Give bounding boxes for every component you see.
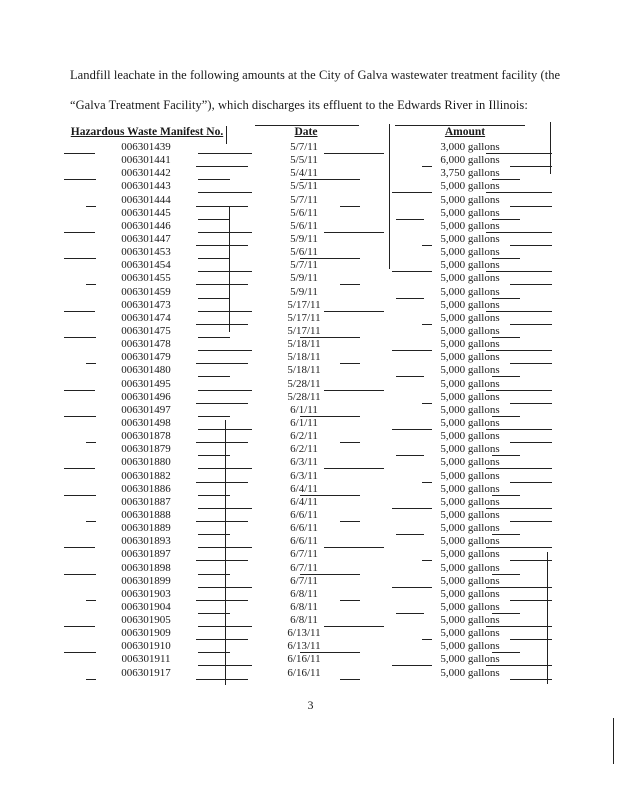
intro-text-line-2: “Galva Treatment Facility”), which discharges its effluent to the Edwards River in Illinois: [70,98,528,112]
header-amount: Amount [444,126,486,138]
date-cell: 6/13/11 [287,640,321,653]
manifest-number-cell: 006301495 [121,377,171,390]
table-row [0,653,621,666]
date-cell: 6/1/11 [290,416,318,429]
intro-text-line-1: Landfill leachate in the following amounts at the City of Galva wastewater treatment facility (the [70,68,561,82]
date-cell: 5/28/11 [287,377,321,390]
manifest-number-cell: 006301888 [121,508,171,521]
amount-cell: 5,000 gallons [440,508,500,521]
amount-cell: 5,000 gallons [440,324,500,337]
manifest-number-cell: 006301887 [121,495,171,508]
table-row [0,509,621,522]
table-row [0,614,621,627]
date-cell: 5/9/11 [290,272,318,285]
amount-cell: 5,000 gallons [440,377,500,390]
manifest-number-cell: 006301879 [121,443,171,456]
amount-cell: 5,000 gallons [440,338,500,351]
date-cell: 6/2/11 [290,443,318,456]
amount-cell: 6,000 gallons [440,154,500,167]
date-cell: 5/7/11 [290,259,318,272]
table-row [0,167,621,180]
date-cell: 5/6/11 [290,246,318,259]
table-row [0,627,621,640]
manifest-number-cell: 006301905 [121,614,171,627]
manifest-number-cell: 006301911 [121,653,171,666]
manifest-number-cell: 006301474 [121,311,171,324]
table-row [0,233,621,246]
manifest-number-cell: 006301898 [121,561,171,574]
table-row [0,548,621,561]
table-row [0,640,621,653]
table-row [0,286,621,299]
manifest-number-cell: 006301897 [121,548,171,561]
amount-cell: 5,000 gallons [440,206,500,219]
date-cell: 6/16/11 [287,653,321,666]
amount-cell: 5,000 gallons [440,351,500,364]
date-cell: 6/8/11 [290,587,318,600]
date-cell: 6/7/11 [290,548,318,561]
manifest-number-cell: 006301886 [121,482,171,495]
amount-cell: 5,000 gallons [440,430,500,443]
manifest-number-cell: 006301443 [121,180,171,193]
table-row [0,667,621,680]
table-rule [86,679,96,680]
table-row [0,325,621,338]
manifest-number-cell: 006301445 [121,206,171,219]
manifest-number-cell: 006301882 [121,469,171,482]
manifest-number-cell: 006301909 [121,627,171,640]
table-row [0,443,621,456]
date-cell: 5/5/11 [290,180,318,193]
amount-cell: 5,000 gallons [440,272,500,285]
table-row [0,272,621,285]
date-cell: 6/2/11 [290,430,318,443]
table-rule [395,125,525,126]
amount-cell: 5,000 gallons [440,522,500,535]
date-cell: 5/7/11 [290,141,318,153]
date-cell: 6/1/11 [290,403,318,416]
table-rule [340,679,360,680]
manifest-number-cell: 006301454 [121,259,171,272]
table-row [0,430,621,443]
table-rule [510,679,552,680]
manifest-number-cell: 006301441 [121,154,171,167]
table-row [0,194,621,207]
date-cell: 6/3/11 [290,469,318,482]
amount-cell: 3,000 gallons [440,141,500,153]
amount-cell: 5,000 gallons [440,627,500,640]
manifest-number-cell: 006301904 [121,600,171,613]
manifest-number-cell: 006301903 [121,587,171,600]
manifest-number-cell: 006301496 [121,390,171,403]
amount-cell: 5,000 gallons [440,561,500,574]
date-cell: 6/16/11 [287,666,321,679]
amount-cell: 5,000 gallons [440,246,500,259]
amount-cell: 5,000 gallons [440,495,500,508]
table-row [0,154,621,167]
table-row [0,535,621,548]
table-row [0,312,621,325]
date-cell: 6/3/11 [290,456,318,469]
table-row [0,338,621,351]
manifest-number-cell: 006301889 [121,522,171,535]
manifest-number-cell: 006301917 [121,666,171,679]
table-row [0,364,621,377]
manifest-number-cell: 006301479 [121,351,171,364]
table-row [0,588,621,601]
amount-cell: 5,000 gallons [440,614,500,627]
table-row [0,141,621,154]
manifest-number-cell: 006301439 [121,141,171,153]
date-cell: 6/6/11 [290,508,318,521]
date-cell: 6/7/11 [290,574,318,587]
manifest-number-cell: 006301453 [121,246,171,259]
manifest-number-cell: 006301478 [121,338,171,351]
amount-cell: 5,000 gallons [440,574,500,587]
manifest-number-cell: 006301447 [121,232,171,245]
amount-cell: 5,000 gallons [440,364,500,377]
date-cell: 5/6/11 [290,219,318,232]
manifest-number-cell: 006301459 [121,285,171,298]
amount-cell: 5,000 gallons [440,666,500,679]
manifest-number-cell: 006301446 [121,219,171,232]
date-cell: 5/4/11 [290,167,318,180]
amount-cell: 5,000 gallons [440,403,500,416]
amount-cell: 5,000 gallons [440,193,500,206]
amount-cell: 5,000 gallons [440,180,500,193]
amount-cell: 5,000 gallons [440,390,500,403]
table-row [0,391,621,404]
amount-cell: 5,000 gallons [440,259,500,272]
table-row [0,456,621,469]
table-row [0,562,621,575]
amount-cell: 5,000 gallons [440,311,500,324]
amount-cell: 5,000 gallons [440,469,500,482]
date-cell: 6/6/11 [290,535,318,548]
date-cell: 5/17/11 [287,298,321,311]
date-cell: 5/18/11 [287,338,321,351]
date-cell: 5/18/11 [287,351,321,364]
table-row [0,378,621,391]
table-row [0,259,621,272]
manifest-number-cell: 006301910 [121,640,171,653]
table-row [0,483,621,496]
table-rule [196,679,248,680]
table-row [0,207,621,220]
amount-cell: 5,000 gallons [440,298,500,311]
date-cell: 6/4/11 [290,495,318,508]
manifest-number-cell: 006301880 [121,456,171,469]
manifest-number-cell: 006301497 [121,403,171,416]
date-cell: 5/5/11 [290,154,318,167]
amount-cell: 5,000 gallons [440,416,500,429]
date-cell: 6/8/11 [290,600,318,613]
date-cell: 5/17/11 [287,311,321,324]
table-row [0,299,621,312]
table-row [0,351,621,364]
amount-cell: 5,000 gallons [440,600,500,613]
table-row [0,470,621,483]
amount-cell: 5,000 gallons [440,456,500,469]
amount-cell: 5,000 gallons [440,653,500,666]
amount-cell: 5,000 gallons [440,482,500,495]
manifest-number-cell: 006301480 [121,364,171,377]
page-number: 3 [307,698,314,712]
table-rule [255,125,359,126]
date-cell: 6/8/11 [290,614,318,627]
table-row [0,180,621,193]
date-cell: 5/7/11 [290,193,318,206]
manifest-number-cell: 006301893 [121,535,171,548]
table-row [0,220,621,233]
amount-cell: 5,000 gallons [440,232,500,245]
table-row [0,404,621,417]
table-row [0,496,621,509]
table-row [0,601,621,614]
manifest-number-cell: 006301442 [121,167,171,180]
date-cell: 5/18/11 [287,364,321,377]
amount-cell: 5,000 gallons [440,640,500,653]
manifest-number-cell: 006301455 [121,272,171,285]
date-cell: 5/9/11 [290,232,318,245]
table-rule [613,718,614,764]
date-cell: 5/6/11 [290,206,318,219]
manifest-number-cell: 006301475 [121,324,171,337]
amount-cell: 5,000 gallons [440,587,500,600]
manifest-number-cell: 006301498 [121,416,171,429]
amount-cell: 5,000 gallons [440,285,500,298]
table-row [0,246,621,259]
table-row [0,417,621,430]
date-cell: 6/7/11 [290,561,318,574]
amount-cell: 5,000 gallons [440,443,500,456]
date-cell: 6/6/11 [290,522,318,535]
manifest-number-cell: 006301878 [121,430,171,443]
table-row [0,522,621,535]
header-date: Date [294,126,318,138]
manifest-number-cell: 006301899 [121,574,171,587]
amount-cell: 5,000 gallons [440,548,500,561]
table-row [0,575,621,588]
manifest-number-cell: 006301444 [121,193,171,206]
header-manifest-number: Hazardous Waste Manifest No. [70,126,224,138]
amount-cell: 5,000 gallons [440,535,500,548]
amount-cell: 5,000 gallons [440,219,500,232]
date-cell: 5/28/11 [287,390,321,403]
date-cell: 6/4/11 [290,482,318,495]
date-cell: 6/13/11 [287,627,321,640]
manifest-number-cell: 006301473 [121,298,171,311]
amount-cell: 3,750 gallons [440,167,500,180]
date-cell: 5/9/11 [290,285,318,298]
manifest-table [0,141,621,680]
date-cell: 5/17/11 [287,324,321,337]
